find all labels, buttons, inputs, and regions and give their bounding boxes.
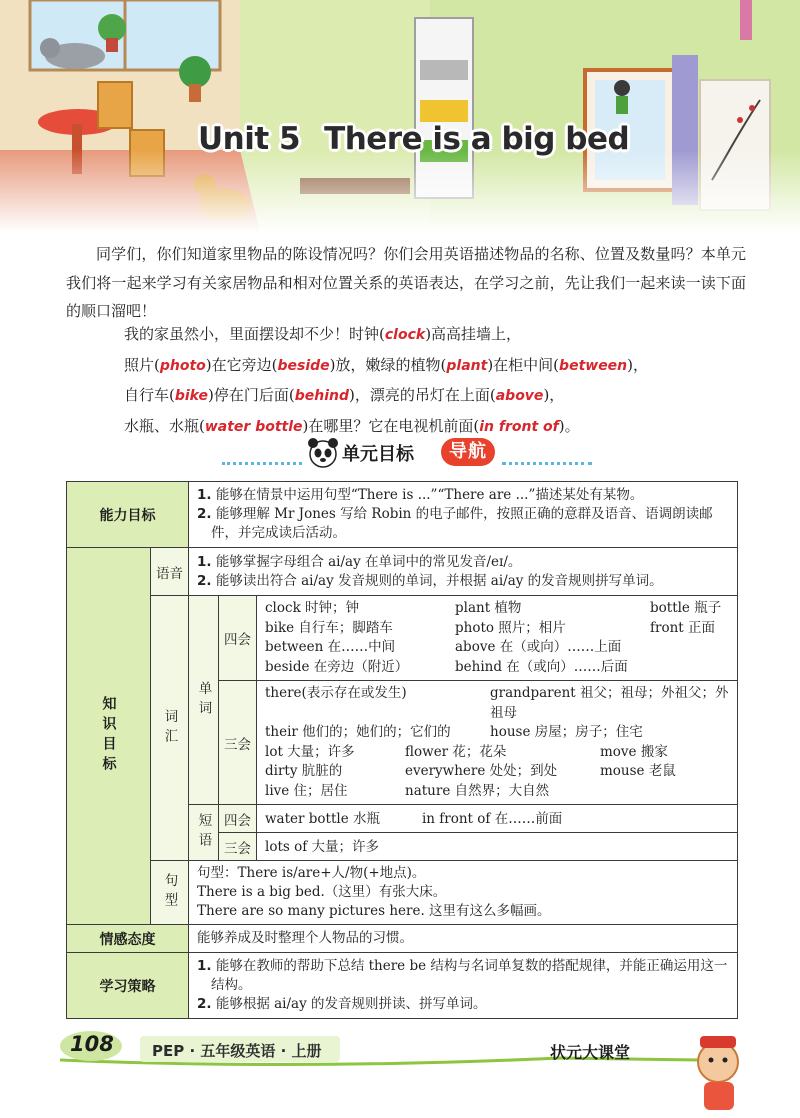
phrase-item: water bottle 水瓶 [265,810,380,827]
vocab-word: front 正面 [650,619,715,636]
goals-table [66,481,738,1019]
table-row-strategy [67,953,738,1019]
vocab-word: above 在（或向）……上面 [455,639,622,655]
intro-paragraph [66,240,746,326]
item-number: 2. [197,996,212,1012]
three-skill-label: 三会 [219,681,257,805]
vocab-word: between 在……中间 [265,639,396,655]
ability-item [197,505,729,543]
table-row-attitude [67,925,738,953]
vocab-word: photo 照片；相片 [455,619,566,636]
phrases-three-list [257,834,737,860]
rhyme-text: 水瓶、水瓶( [124,416,205,435]
rhyme-keyword: in front of [479,418,559,435]
page-number: 108 [70,1032,114,1056]
intro-text: 同学们，你们知道家里物品的陈设情况吗？你们会用英语描述物品的名称、位置及数量吗？本单元我们将一起来学习有关家居物品和相对位置关系的英语表达，在学习之前，先让我们一起来读一读下面的顺口溜吧！ [66,245,746,320]
words-three-content [257,681,738,805]
sentence-content [189,861,738,925]
phrases-four-content [257,805,738,833]
rhyme-line-1 [98,320,758,351]
item-number: 2. [197,572,212,589]
vocab-word: mouse 老鼠 [600,763,676,779]
header-illustration [0,0,800,232]
vocab-word: lot 大量；许多 [265,743,355,760]
item-number: 1. [197,958,212,974]
ability-content [189,482,738,548]
phonics-label: 语音 [151,548,189,596]
divider-dots-right [502,462,592,466]
rhyme-keyword: between [559,357,628,374]
rhyme-keyword: bike [174,388,208,404]
rhyme-keyword: photo [159,357,206,374]
item-number: 2. [197,506,212,522]
rhyme-text: 照片( [124,355,160,374]
mascot-icon [698,1036,738,1110]
item-text: 能够根据 ai/ay 的发音规则拼读、拼写单词。 [215,996,487,1012]
four-skill-label-phrases: 四会 [219,805,257,833]
rhyme-text: )， [543,386,565,404]
phonics-item [197,572,729,591]
words-three-grid-a [257,681,737,743]
vocab-word: beside 在旁边（附近） [265,658,409,675]
item-text: 能够在教师的帮助下总结 there be 结构与名词单复数的搭配规律，并能正确运用这一结构。 [211,958,728,993]
sentence-label [151,861,189,925]
rhyme-keyword: above [495,388,544,404]
rhyme-line-2 [98,351,758,382]
phrases-label-text: 短语 [195,813,212,852]
words-label-text: 单词 [195,680,212,720]
ability-item [197,486,729,505]
vocab-word: nature 自然界；大自然 [405,782,550,799]
words-four-grid [257,596,737,680]
rhyme-text: )，漂亮的吊灯在上面( [349,386,496,404]
rhyme [98,320,758,442]
knowledge-label-text: 知识目标 [100,696,117,776]
item-number: 1. [197,553,212,570]
brand-name: 状元大课堂 [550,1043,631,1062]
rhyme-text: )。 [558,416,580,435]
rhyme-keyword: beside [277,357,330,374]
four-skill-label: 四会 [219,596,257,681]
vocab-word [650,658,729,678]
words-four-content [257,596,738,681]
ability-label: 能力目标 [67,482,189,548]
phonics-item [197,553,729,572]
table-row-phonics [67,548,738,596]
phrases-label [189,805,219,861]
vocab-word: behind 在（或向）……后面 [455,658,628,675]
phrases-three-content [257,833,738,861]
goals-heading-text: 单元目标 [342,444,414,465]
strategy-label: 学习策略 [67,953,189,1019]
vocab-word: house 房屋；房子；住宅 [490,724,643,740]
rhyme-text: )放，嫩绿的植物( [329,355,447,374]
item-text: 能够在情景中运用句型“There is ...”“There are ...”描述某处有某物。 [215,487,644,503]
rhyme-keyword: plant [446,357,488,374]
words-label [189,596,219,805]
divider-dots-left [222,462,302,466]
knowledge-label [67,548,151,925]
item-text: 能够理解 Mr Jones 写给 Robin 的电子邮件，按照正确的意群及语音、语调朗读邮件，并完成读后活动。 [211,506,713,541]
rhyme-text: )停在门后面( [208,386,295,404]
vocab-word: bike 自行车；脚踏车 [265,619,393,636]
vocab-word: move 搬家 [600,743,668,760]
item-number: 1. [197,487,212,503]
phrase-item: in front of 在……前面 [421,810,563,827]
vocab-word: there(表示存在或发生) [265,685,407,701]
vocab-word: plant 植物 [455,600,522,616]
rhyme-keyword: behind [294,388,349,404]
vocab-word: dirty 肮脏的 [265,763,343,779]
rhyme-text: )在它旁边( [205,355,278,374]
rhyme-keyword: clock [384,327,426,343]
three-skill-label-phrases: 三会 [219,833,257,861]
rhyme-text: 自行车( [124,386,175,404]
rhyme-text: )在柜中间( [487,355,560,374]
sentence-line: There is a big bed.（这里）有张大床。 [197,884,447,900]
goals-heading-badge: 导航 [441,438,495,466]
item-text: 能够读出符合 ai/ay 发音规则的单词，并根据 ai/ay 的发音规则拼写单词。 [215,572,663,589]
item-text: 能够掌握字母组合 ai/ay 在单词中的常见发音/eɪ/。 [215,553,522,570]
table-row-ability [67,482,738,548]
rhyme-line-3 [98,381,758,412]
room-illustration [0,0,800,232]
strategy-item [197,995,729,1014]
unit-title [180,118,630,160]
phonics-content [189,548,738,596]
rhyme-keyword: water bottle [204,418,303,435]
unit-label: Unit 5 [198,121,301,157]
words-three-grid-b [257,743,737,805]
vocab-word [650,638,729,658]
sentence-line: There are so many pictures here. 这里有这么多幅画。 [197,903,551,919]
strategy-content [189,953,738,1019]
vocab-word: bottle 瓶子 [650,600,722,616]
vocab-label [151,596,189,861]
vocab-word [600,782,729,802]
rhyme-text: 我的家虽然小，里面摆设却不少！时钟( [124,325,385,343]
rhyme-text: )在哪里？它在电视机前面( [302,416,480,435]
book-title: PEP · 五年级英语 · 上册 [152,1042,322,1060]
table-row-sentence [67,861,738,925]
sentence-label-text: 句型 [161,873,178,912]
vocab-word: flower 花；花朵 [405,743,507,760]
attitude-content: 能够养成及时整理个人物品的习惯。 [189,925,738,953]
vocab-word: their 他们的；她们的；它们的 [265,724,451,740]
vocab-word: live 住；居住 [265,782,348,799]
vocab-label-text: 词汇 [161,708,178,748]
phrases-four-list [257,806,737,832]
sentence-line: 句型：There is/are+人/物(+地点)。 [197,865,426,881]
phrase-item: lots of 大量；许多 [265,838,380,855]
vocab-word: everywhere 处处；到处 [405,763,558,779]
unit-goals-heading [222,438,592,474]
table-row-words-four [67,596,738,681]
strategy-item [197,957,729,995]
rhyme-text: )， [627,355,649,374]
unit-heading: There is a big bed [324,121,630,157]
vocab-word: clock 时钟；钟 [265,600,360,616]
rhyme-text: )高高挂墙上， [425,325,522,343]
attitude-label: 情感态度 [67,925,189,953]
panda-icon [306,436,340,470]
vocab-word: grandparent 祖父；祖母；外祖父；外祖母 [490,685,729,721]
